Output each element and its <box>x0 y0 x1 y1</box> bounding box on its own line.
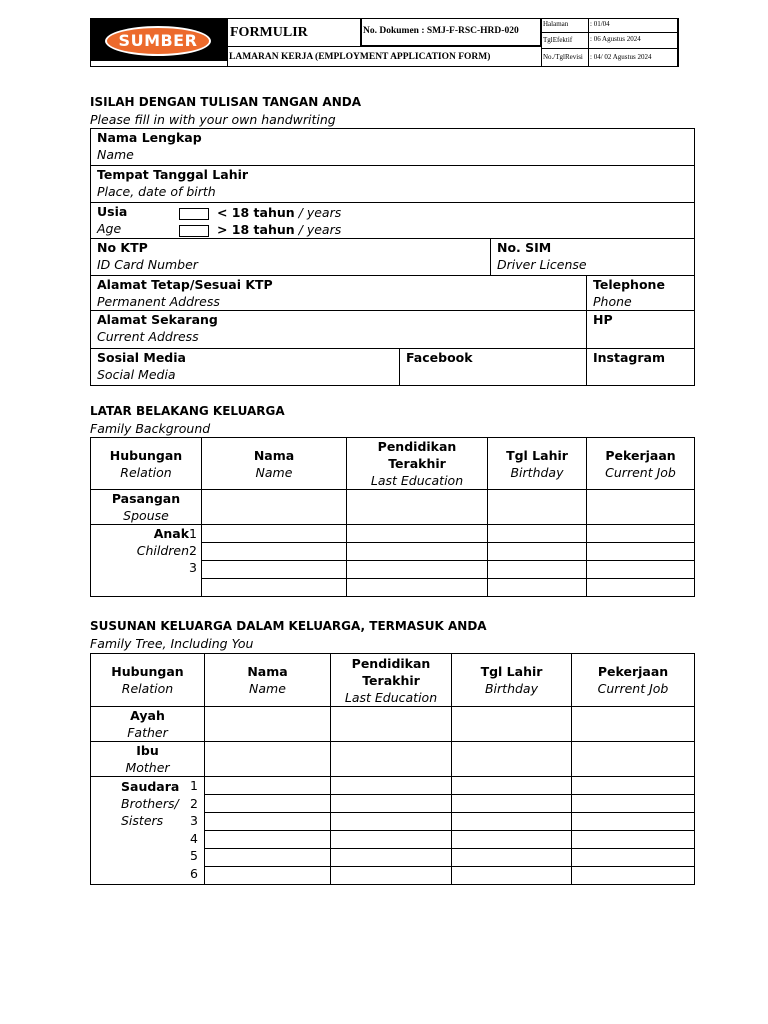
tree-header-education-b: Pendidikan Terakhir <box>351 655 431 688</box>
sibling-number: 4 <box>190 830 198 846</box>
mother-sub: Mother <box>125 760 170 775</box>
family-title: LATAR BELAKANG KELUARGA <box>90 404 285 418</box>
family-header-education-i: Last Education <box>370 473 464 488</box>
tree-header-relation <box>91 654 205 707</box>
sibling-education-cell[interactable] <box>331 849 452 867</box>
mother-row-label <box>91 742 205 777</box>
father-education-cell[interactable] <box>331 707 452 742</box>
company-logo <box>91 19 227 61</box>
document-header <box>90 18 678 67</box>
mother-name-cell[interactable] <box>205 742 331 777</box>
ktp-label: No KTP <box>97 240 148 255</box>
sibling-birthday-cell[interactable] <box>452 777 572 795</box>
sibling-number: 6 <box>190 865 198 881</box>
meta-value-cell <box>588 18 679 33</box>
sibling-name-cell[interactable] <box>205 849 331 867</box>
full-name-field[interactable] <box>91 129 695 166</box>
doc-number-cell <box>361 18 541 46</box>
sibling-number: 5 <box>190 848 198 864</box>
sibling-name-cell[interactable] <box>205 777 331 795</box>
social-media-label: Sosial Media <box>97 350 186 365</box>
family-section-title <box>90 404 285 436</box>
family-tree-table <box>90 653 695 885</box>
age-option-under-18[interactable] <box>179 204 341 221</box>
age-under-18-checkbox[interactable] <box>179 208 209 220</box>
spouse-name-cell[interactable] <box>202 490 347 525</box>
meta-label-cell <box>541 48 589 67</box>
children-row-label <box>91 525 202 597</box>
social-media-field <box>91 349 400 386</box>
child-name-cell[interactable] <box>202 579 347 597</box>
tree-header-relation-i: Relation <box>121 681 174 696</box>
mother-birthday-cell[interactable] <box>452 742 572 777</box>
tree-header-job-b: Pekerjaan <box>597 664 669 679</box>
sibling-birthday-cell[interactable] <box>452 795 572 813</box>
child-birthday-cell[interactable] <box>488 525 587 543</box>
ktp-sub: ID Card Number <box>97 257 198 272</box>
full-name-sub: Name <box>97 147 134 162</box>
siblings-row-label <box>91 777 205 885</box>
family-header-relation <box>91 438 202 490</box>
sibling-education-cell[interactable] <box>331 813 452 831</box>
tree-section-title <box>90 619 487 651</box>
tree-header-birthday <box>452 654 572 707</box>
sibling-birthday-cell[interactable] <box>452 831 572 849</box>
meta-page-label: Halaman <box>543 20 569 28</box>
sibling-birthday-cell[interactable] <box>452 867 572 885</box>
age-field <box>91 203 695 239</box>
current-address-sub: Current Address <box>97 329 199 344</box>
permanent-address-label: Alamat Tetap/Sesuai KTP <box>97 277 273 292</box>
child-birthday-cell[interactable] <box>488 579 587 597</box>
family-header-name-i: Name <box>255 464 293 480</box>
father-job-cell[interactable] <box>572 707 695 742</box>
spouse-birthday-cell[interactable] <box>488 490 587 525</box>
family-header-birthday-b: Tgl Lahir <box>506 447 568 463</box>
meta-effective-value: : 06 Agustus 2024 <box>590 35 641 43</box>
sim-label: No. SIM <box>497 240 552 255</box>
child-name-cell[interactable] <box>202 543 347 561</box>
form-subtitle-cell <box>227 46 541 67</box>
age-sub: Age <box>97 221 122 236</box>
family-header-name-b: Nama <box>253 447 295 463</box>
sibling-job-cell[interactable] <box>572 795 695 813</box>
children-sub: Children <box>136 543 190 558</box>
sibling-job-cell[interactable] <box>572 813 695 831</box>
tree-header-education-i: Last Education <box>344 689 438 705</box>
permanent-address-sub: Permanent Address <box>97 294 220 309</box>
child-job-cell[interactable] <box>587 579 695 597</box>
family-subtitle: Family Background <box>90 421 211 436</box>
child-birthday-cell[interactable] <box>488 561 587 579</box>
telephone-label: Telephone <box>593 277 665 292</box>
birth-field[interactable] <box>91 166 695 203</box>
spouse-education-cell[interactable] <box>347 490 488 525</box>
facebook-label: Facebook <box>406 350 473 365</box>
meta-revision-value: : 04/ 02 Agustus 2024 <box>590 53 652 61</box>
meta-label-cell <box>541 18 589 33</box>
sibling-job-cell[interactable] <box>572 849 695 867</box>
meta-effective-label: TglEfektif <box>543 36 573 44</box>
sim-sub: Driver License <box>497 257 587 272</box>
child-number-3: 3 <box>189 560 197 575</box>
spouse-label: Pasangan <box>111 491 181 506</box>
age-under-18-text: < 18 tahun <box>216 205 295 220</box>
ktp-field[interactable] <box>91 239 491 276</box>
personal-title: ISILAH DENGAN TULISAN TANGAN ANDA <box>90 95 361 109</box>
mother-job-cell[interactable] <box>572 742 695 777</box>
child-education-cell[interactable] <box>347 579 488 597</box>
form-title: FORMULIR <box>230 25 308 40</box>
sibling-job-cell[interactable] <box>572 867 695 885</box>
meta-page-value: : 01/04 <box>590 20 610 28</box>
sibling-education-cell[interactable] <box>331 795 452 813</box>
age-option-over-18[interactable] <box>179 221 341 238</box>
hp-field[interactable] <box>587 311 695 349</box>
sibling-education-cell[interactable] <box>331 831 452 849</box>
logo-text: SUMBER <box>105 26 211 56</box>
social-media-sub: Social Media <box>97 367 176 382</box>
tree-title: SUSUNAN KELUARGA DALAM KELUARGA, TERMASUK ANDA <box>90 619 487 633</box>
full-name-label: Nama Lengkap <box>97 130 202 145</box>
sibling-name-cell[interactable] <box>205 813 331 831</box>
sibling-education-cell[interactable] <box>331 777 452 795</box>
tree-subtitle: Family Tree, Including You <box>90 636 254 651</box>
mother-label: Ibu <box>136 743 159 758</box>
sibling-birthday-cell[interactable] <box>452 849 572 867</box>
family-header-relation-b: Hubungan <box>109 447 183 463</box>
telephone-sub: Phone <box>593 294 632 309</box>
tree-header-job <box>572 654 695 707</box>
doc-number: No. Dokumen : SMJ-F-RSC-HRD-020 <box>363 26 519 36</box>
child-number-1: 1 <box>189 526 197 541</box>
sibling-name-cell[interactable] <box>205 831 331 849</box>
sibling-education-cell[interactable] <box>331 867 452 885</box>
personal-section-title <box>90 95 361 127</box>
child-education-cell[interactable] <box>347 543 488 561</box>
age-over-18-checkbox[interactable] <box>179 225 209 237</box>
family-background-table <box>90 437 695 597</box>
child-job-cell[interactable] <box>587 561 695 579</box>
spouse-job-cell[interactable] <box>587 490 695 525</box>
tree-header-name-b: Nama <box>247 664 288 679</box>
siblings-sub-2: Sisters <box>121 813 164 828</box>
meta-label-cell <box>541 32 589 49</box>
personal-data-table <box>90 128 695 386</box>
age-label: Usia <box>97 204 128 219</box>
facebook-field[interactable] <box>400 349 587 386</box>
family-header-name <box>202 438 347 490</box>
siblings-label: Saudara <box>121 779 180 794</box>
child-name-cell[interactable] <box>202 561 347 579</box>
tree-header-name <box>205 654 331 707</box>
instagram-field[interactable] <box>587 349 695 386</box>
family-header-job-i: Current Job <box>605 464 676 480</box>
child-number-2: 2 <box>189 543 197 558</box>
child-education-cell[interactable] <box>347 525 488 543</box>
father-name-cell[interactable] <box>205 707 331 742</box>
form-subtitle: LAMARAN KERJA (EMPLOYMENT APPLICATION FORM) <box>229 52 491 62</box>
children-label: Anak <box>153 526 190 541</box>
permanent-address-field[interactable] <box>91 276 587 311</box>
child-name-cell[interactable] <box>202 525 347 543</box>
father-label: Ayah <box>130 708 165 723</box>
child-birthday-cell[interactable] <box>488 543 587 561</box>
family-header-education-b: Pendidikan Terakhir <box>377 439 457 471</box>
family-header-relation-i: Relation <box>120 464 172 480</box>
age-over-18-unit: / years <box>294 222 342 237</box>
personal-subtitle: Please fill in with your own handwriting <box>90 112 336 127</box>
meta-revision-label: No./TglRevisi <box>543 53 583 61</box>
sibling-number: 2 <box>190 795 198 811</box>
sibling-job-cell[interactable] <box>572 831 695 849</box>
telephone-field[interactable] <box>587 276 695 311</box>
mother-education-cell[interactable] <box>331 742 452 777</box>
tree-header-job-i: Current Job <box>597 681 669 696</box>
tree-header-education <box>331 654 452 707</box>
spouse-sub: Spouse <box>123 508 169 523</box>
hp-label: HP <box>593 312 613 327</box>
family-header-education <box>347 438 488 490</box>
tree-header-relation-b: Hubungan <box>111 664 184 679</box>
family-header-job <box>587 438 695 490</box>
sibling-name-cell[interactable] <box>205 795 331 813</box>
tree-header-birthday-b: Tgl Lahir <box>480 664 543 679</box>
child-job-cell[interactable] <box>587 525 695 543</box>
father-sub: Father <box>127 725 168 740</box>
father-birthday-cell[interactable] <box>452 707 572 742</box>
meta-value-cell <box>588 32 679 49</box>
tree-header-birthday-i: Birthday <box>484 681 538 696</box>
family-header-birthday <box>488 438 587 490</box>
sibling-number: 1 <box>190 778 198 793</box>
sibling-job-cell[interactable] <box>572 777 695 795</box>
form-title-cell <box>227 18 361 46</box>
sibling-number: 3 <box>190 813 198 829</box>
meta-value-cell <box>588 48 679 67</box>
current-address-label: Alamat Sekarang <box>97 312 218 327</box>
siblings-sub-1: Brothers/ <box>121 796 179 811</box>
sibling-name-cell[interactable] <box>205 867 331 885</box>
age-under-18-unit: / years <box>294 205 342 220</box>
father-row-label <box>91 707 205 742</box>
spouse-row-label <box>91 490 202 525</box>
child-education-cell[interactable] <box>347 561 488 579</box>
instagram-label: Instagram <box>593 350 665 365</box>
age-over-18-text: > 18 tahun <box>216 222 295 237</box>
sim-field[interactable] <box>491 239 695 276</box>
birth-sub: Place, date of birth <box>97 184 216 199</box>
birth-label: Tempat Tanggal Lahir <box>97 167 249 182</box>
family-header-birthday-i: Birthday <box>510 464 564 480</box>
family-header-job-b: Pekerjaan <box>605 447 676 463</box>
sibling-birthday-cell[interactable] <box>452 813 572 831</box>
child-job-cell[interactable] <box>587 543 695 561</box>
tree-header-name-i: Name <box>249 681 286 696</box>
current-address-field[interactable] <box>91 311 587 349</box>
